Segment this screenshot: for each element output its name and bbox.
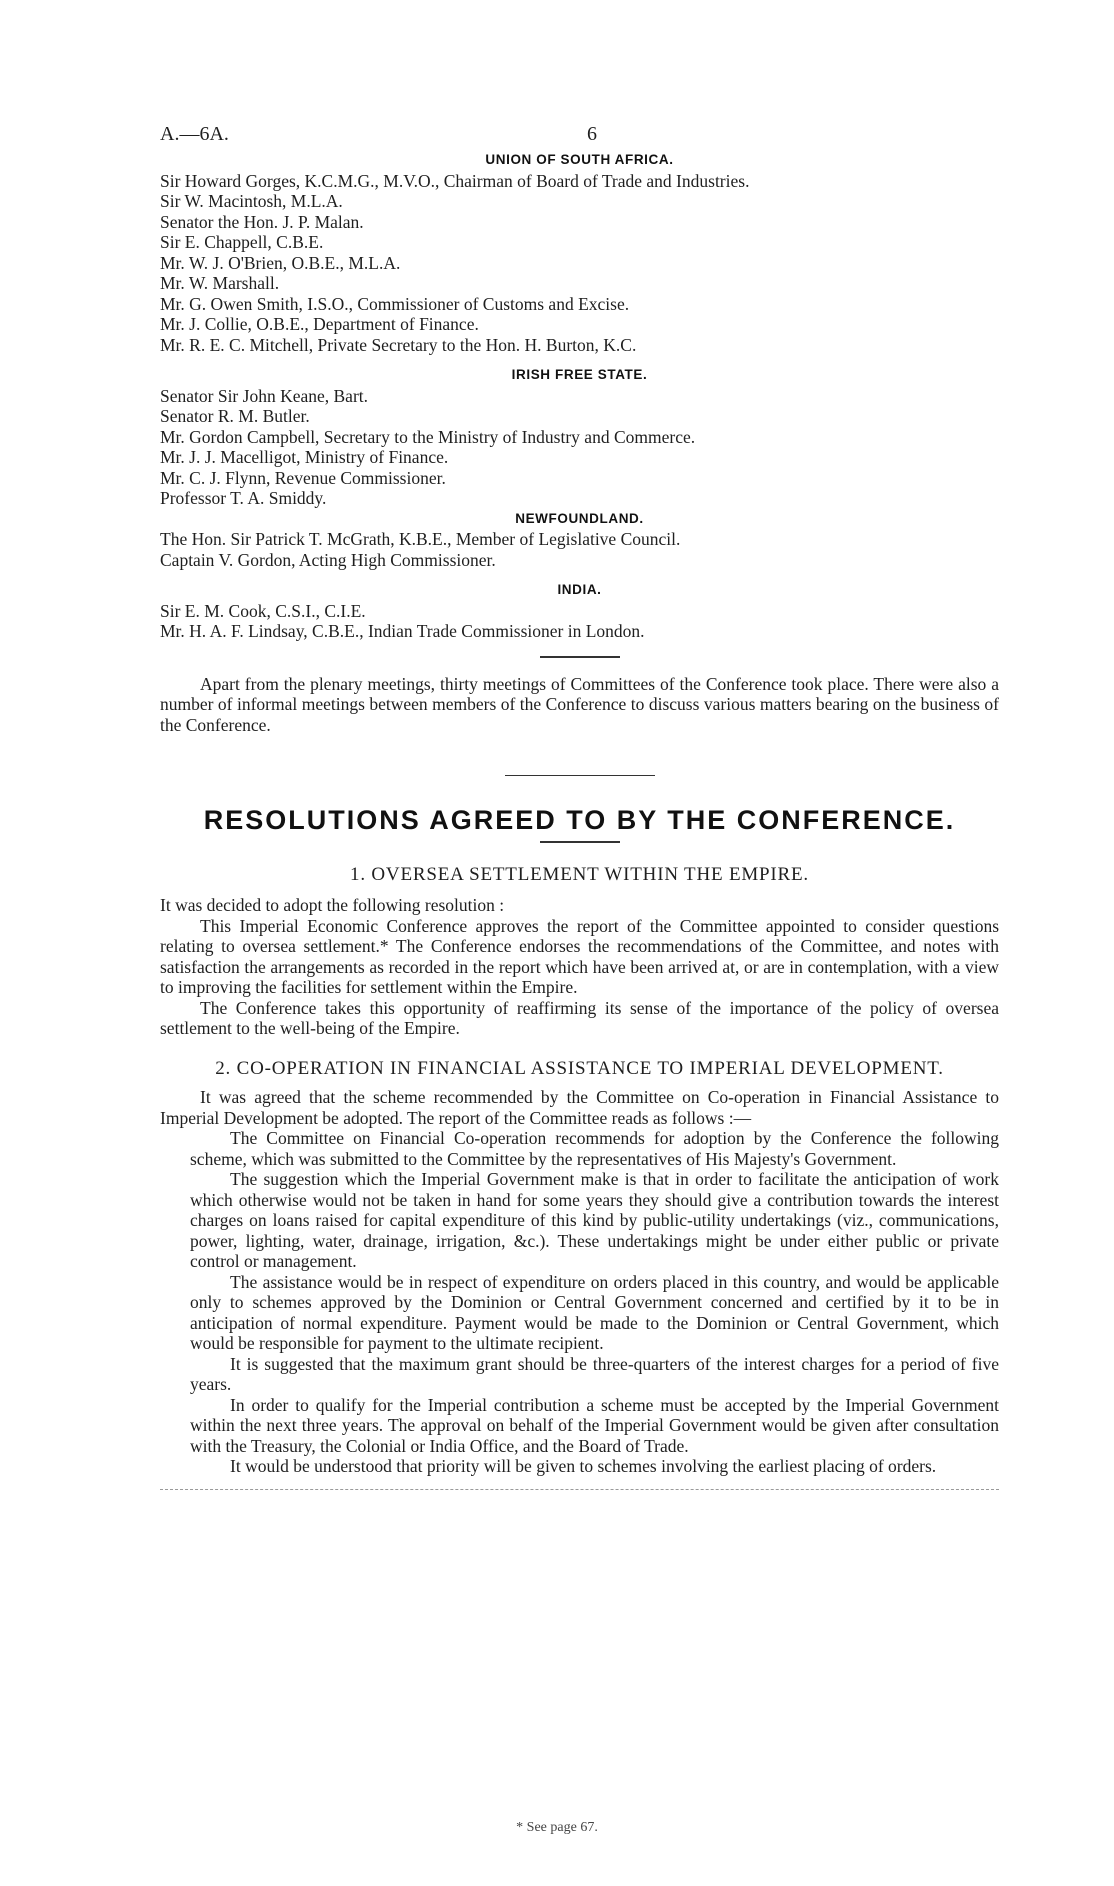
report-paragraph: The Committee on Financial Co-operation recommends for adoption by the Conference the following scheme, which was submitted to the Committee by the representatives of His Majesty's Government. [190, 1128, 999, 1169]
member-line: The Hon. Sir Patrick T. McGrath, K.B.E., Member of Legislative Council. [160, 529, 681, 549]
report-paragraph: It would be understood that priority will be given to schemes involving the earliest placing of orders. [230, 1456, 937, 1476]
document-reference: A.—6A. [160, 123, 229, 145]
report-paragraph: The assistance would be in respect of expenditure on orders placed in this country, and would be applicable only to schemes approved by the Dominion or Central Government concerned and certified by it to be in anticipation of normal expenditure. Payment would be made to the Dominion or Central Government, which would be responsible for payment to the ultimate recipient. [190, 1271, 999, 1353]
section-financial-cooperation [160, 1059, 999, 1477]
member-line: Senator R. M. Butler. [160, 406, 310, 426]
member-line: Mr. H. A. F. Lindsay, C.B.E., Indian Trade Commissioner in London. [160, 621, 645, 641]
member-line: Mr. W. Marshall. [160, 273, 280, 293]
delegation-heading: IRISH FREE STATE. [511, 367, 648, 382]
delegation-heading: INDIA. [557, 582, 602, 597]
report-paragraph: The suggestion which the Imperial Government make is that in order to facilitate the anticipation of work which otherwise would not be taken in hand for some years they should give a contribution towards the interest charges on loans raised for capital expenditure of this kind by public-utility undertakings (viz., communications, power, lighting, water, drainage, irrigation, &c.). These undertakings might be under either public or private control or management. [190, 1169, 999, 1271]
section-heading: 1. OVERSEA SETTLEMENT WITHIN THE EMPIRE. [350, 863, 809, 885]
member-line: Mr. J. Collie, O.B.E., Department of Finance. [160, 314, 479, 334]
delegation-heading: NEWFOUNDLAND. [515, 510, 644, 526]
section-heading: 2. CO-OPERATION IN FINANCIAL ASSISTANCE TO IMPERIAL DEVELOPMENT. [215, 1057, 944, 1079]
member-line: Sir E. Chappell, C.B.E. [160, 232, 324, 252]
member-line: Captain V. Gordon, Acting High Commissioner. [160, 549, 496, 570]
delegation-irish-free-state [160, 365, 999, 509]
member-line: Senator Sir John Keane, Bart. [160, 385, 369, 406]
footnote-rule [160, 1489, 999, 1490]
resolution-paragraph: The Conference takes this opportunity of reaffirming its sense of the importance of the policy of oversea settlement to the well-being of the Empire. [160, 997, 999, 1038]
member-line: Mr. J. J. Macelligot, Ministry of Finance. [160, 447, 449, 467]
section-divider [505, 775, 655, 776]
report-paragraph: In order to qualify for the Imperial contribution a scheme must be accepted by the Imperial Government within the next three years. The approval on behalf of the Imperial Government would be given after consultation with the Treasury, the Colonial or India Office, and the Board of Trade. [190, 1394, 999, 1456]
page-number: 6 [587, 123, 597, 145]
resolutions-heading: RESOLUTIONS AGREED TO BY THE CONFERENCE. [203, 805, 956, 835]
member-line: Sir E. M. Cook, C.S.I., C.I.E. [160, 600, 366, 621]
delegation-south-africa [160, 150, 999, 355]
delegation-newfoundland [160, 509, 999, 571]
member-line: Senator the Hon. J. P. Malan. [160, 211, 364, 232]
member-line: Mr. C. J. Flynn, Revenue Commissioner. [160, 467, 446, 488]
member-line: Mr. G. Owen Smith, I.S.O., Commissioner of Customs and Excise. [160, 293, 630, 314]
member-line: Sir Howard Gorges, K.C.M.G., M.V.O., Chairman of Board of Trade and Industries. [160, 170, 750, 191]
intro-paragraph: Apart from the plenary meetings, thirty meetings of Committees of the Conference took place. There were also a number of informal meetings between members of the Conference to discuss various matters bearing on the business of the Conference. [160, 673, 999, 735]
short-divider [540, 656, 620, 658]
section-lead: It was decided to adopt the following resolution : [160, 895, 505, 915]
member-line: Mr. W. J. O'Brien, O.B.E., M.L.A. [160, 252, 401, 273]
resolution-paragraph: This Imperial Economic Conference approves the report of the Committee appointed to consider questions relating to oversea settlement.* The Conference endorses the recommendations of the Committee, and notes with satisfaction the arrangements as recorded in the report which have been arrived at, or are in contemplation, with a view to improving the facilities for settlement within the Empire. [160, 915, 999, 997]
section-lead: It was agreed that the scheme recommended by the Committee on Co-operation in Financial Assistance to Imperial Development be adopted. The report of the Committee reads as follows :— [160, 1087, 999, 1128]
member-line: Sir W. Macintosh, M.L.A. [160, 191, 343, 211]
member-line: Mr. Gordon Campbell, Secretary to the Ministry of Industry and Commerce. [160, 426, 696, 447]
member-line: Professor T. A. Smiddy. [160, 488, 327, 508]
footnote: * See page 67. [516, 1820, 598, 1835]
section-oversea-settlement [160, 865, 999, 1039]
report-paragraph: It is suggested that the maximum grant should be three-quarters of the interest charges for a period of five years. [190, 1353, 999, 1394]
committee-report [190, 1128, 999, 1477]
page-header [160, 0, 999, 145]
member-line: Mr. R. E. C. Mitchell, Private Secretary to the Hon. H. Burton, K.C. [160, 334, 637, 355]
delegation-india [160, 580, 999, 642]
delegation-heading: UNION OF SOUTH AFRICA. [485, 152, 674, 167]
short-divider [540, 841, 620, 843]
